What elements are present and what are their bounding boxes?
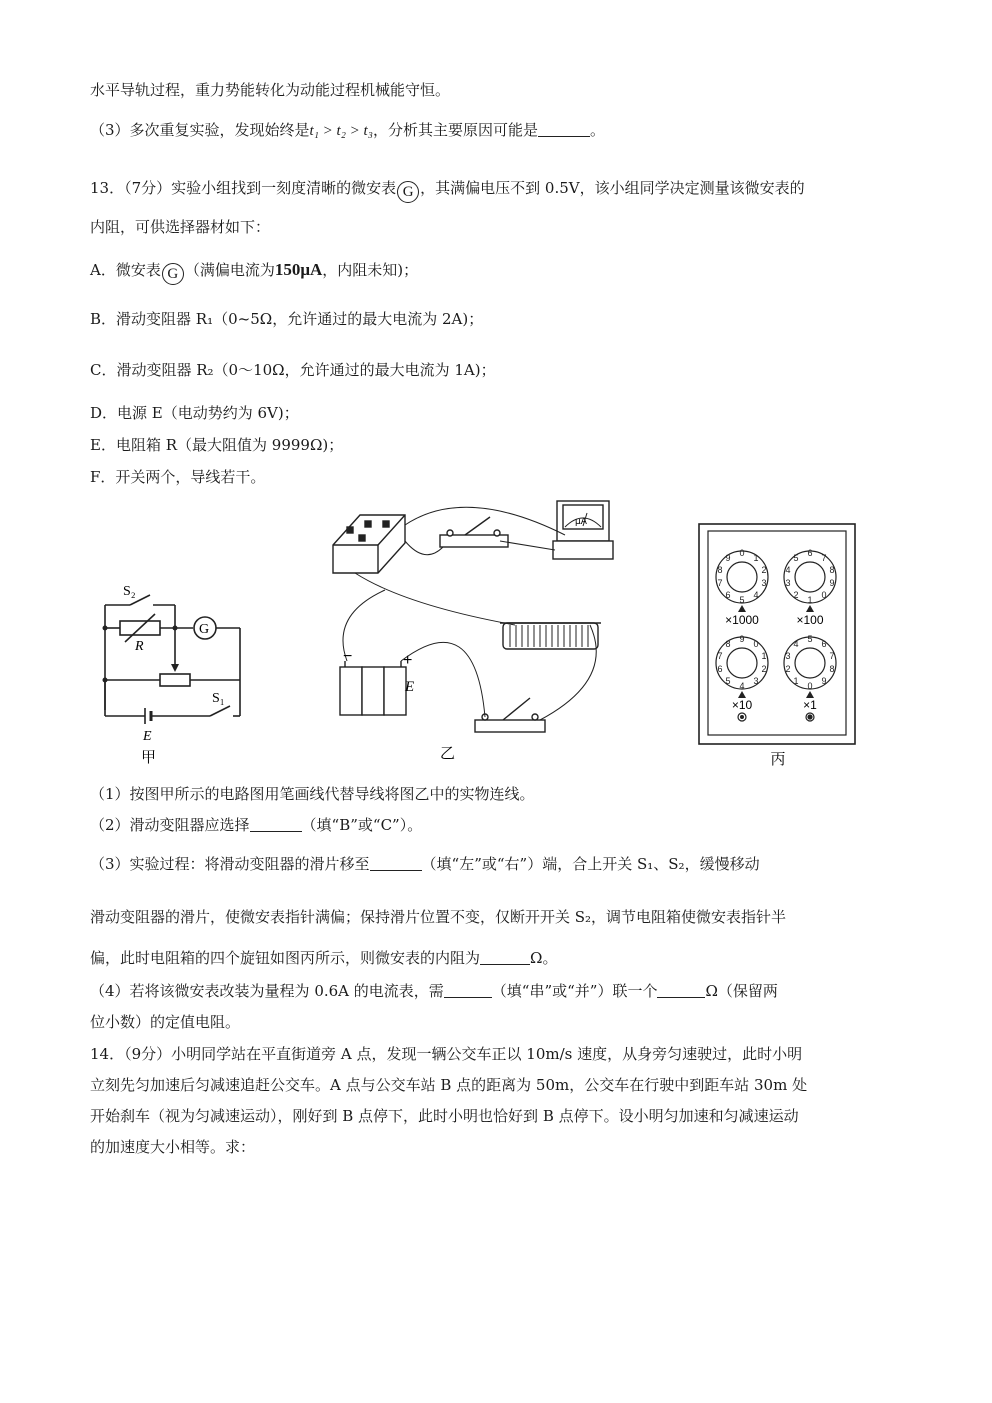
svg-text:7: 7 (717, 651, 723, 661)
svg-text:8: 8 (829, 664, 835, 674)
galvanometer-icon: G (162, 263, 184, 285)
option-c: C．滑动变阻器 R₂（0～10Ω，允许通过的最大电流为 1A)； (90, 361, 496, 379)
svg-text:1: 1 (761, 651, 767, 661)
label-s2: S₂ (123, 584, 136, 599)
answer-blank (250, 815, 302, 832)
svg-text:6: 6 (725, 590, 731, 600)
question-1: （1）按图甲所示的电路图用笔画线代替导线将图乙中的实物连线。 (90, 785, 535, 803)
meter-label: μA (575, 517, 587, 527)
option-b: B．滑动变阻器 R₁（0~5Ω，允许通过的最大电流为 2A)； (90, 310, 484, 328)
dial-label-10: ×10 (731, 698, 753, 712)
svg-text:3: 3 (785, 578, 791, 588)
dial-label-100: ×100 (796, 613, 824, 627)
q14-line-1: 14．（9分）小明同学站在平直街道旁 A 点，发现一辆公交车正以 10m/s 速度，从身旁匀速驶过，此时小明 (90, 1045, 803, 1063)
svg-text:0: 0 (807, 681, 813, 691)
q14-line-2: 立刻先匀加速后匀减速追赶公交车。A 点与公交车站 B 点的距离为 50m，公交车在行驶中到距车站 30m 处 (90, 1076, 808, 1094)
question-4-cont: 位小数）的定值电阻。 (90, 1013, 241, 1031)
svg-text:8: 8 (717, 565, 723, 575)
option-f: F．开关两个，导线若干。 (90, 468, 266, 486)
svg-text:+: + (403, 652, 413, 669)
svg-text:5: 5 (807, 634, 813, 644)
question-2: （2）滑动变阻器应选择 （填“B”或“C”）。 (90, 816, 423, 834)
caption-bing: 丙 (770, 750, 786, 768)
question-3: （3）实验过程：将滑动变阻器的滑片移至 （填“左”或“右”）端，合上开关 S₁、S₂，缓慢移动 (90, 855, 760, 873)
question-3-cont: 滑动变阻器的滑片，使微安表指针满偏；保持滑片位置不变，仅断开开关 S₂，调节电阻箱使微安表指针半 (90, 908, 787, 926)
dial-label-1: ×1 (803, 698, 817, 712)
answer-blank (538, 120, 590, 137)
svg-text:4: 4 (753, 590, 759, 600)
svg-text:1: 1 (753, 553, 759, 563)
answer-blank (480, 948, 530, 965)
svg-text:0: 0 (821, 590, 827, 600)
label-e: E (405, 679, 415, 695)
q14-line-4: 的加速度大小相等。求： (90, 1138, 256, 1156)
dial-label-1000: ×1000 (725, 613, 759, 627)
svg-text:1: 1 (807, 595, 813, 605)
text-line-1: 水平导轨过程，重力势能转化为动能过程机械能守恒。 (90, 81, 451, 99)
svg-text:2: 2 (761, 664, 767, 674)
time-inequality: t₁ > t₂ > t₃ (309, 123, 373, 139)
question-3-cont-2: 偏，此时电阻箱的四个旋钮如图丙所示，则微安表的内阻为 Ω。 (90, 949, 558, 967)
svg-text:5: 5 (739, 595, 745, 605)
svg-text:4: 4 (785, 565, 791, 575)
svg-text:−: − (343, 648, 353, 665)
svg-text:1: 1 (793, 676, 799, 686)
slider-arrow (171, 664, 179, 672)
caption-yi: 乙 (440, 744, 456, 762)
svg-text:5: 5 (793, 553, 799, 563)
svg-text:2: 2 (793, 590, 799, 600)
caption-jia: 甲 (141, 748, 157, 766)
label-r: R (135, 639, 144, 654)
svg-text:5: 5 (725, 676, 731, 686)
figure-jia-circuit (95, 580, 255, 770)
svg-text:9: 9 (821, 676, 827, 686)
svg-text:7: 7 (717, 578, 723, 588)
answer-blank (444, 981, 492, 998)
label-e: E (143, 729, 152, 744)
galvanometer-icon: G (397, 181, 419, 203)
answer-blank (657, 981, 705, 998)
svg-text:9: 9 (725, 553, 731, 563)
q13-intro-line: 13．（7分）实验小组找到一刻度清晰的微安表 G ，其满偏电压不到 0.5V，该小组同学决定测量该微安表的 (90, 177, 805, 203)
text-line-2: （3）多次重复实验，发现始终是t₁ > t₂ > t₃，分析其主要原因可能是 。 (90, 121, 605, 139)
svg-text:2: 2 (761, 565, 767, 575)
q13-intro-line-2: 内阻，可供选择器材如下： (90, 218, 271, 236)
svg-text:9: 9 (739, 634, 745, 644)
svg-text:6: 6 (717, 664, 723, 674)
svg-text:6: 6 (821, 639, 827, 649)
answer-blank (370, 854, 422, 871)
svg-text:4: 4 (739, 681, 745, 691)
svg-text:3: 3 (753, 676, 759, 686)
option-e: E．电阻箱 R（最大阻值为 9999Ω)； (90, 436, 344, 454)
svg-text:3: 3 (785, 651, 791, 661)
label-g: G (199, 622, 210, 637)
option-d: D．电源 E（电动势约为 6V)； (90, 404, 299, 422)
svg-text:0: 0 (753, 639, 759, 649)
svg-text:7: 7 (829, 651, 835, 661)
option-a: A．微安表 G （满偏电流为150μA，内阻未知)； (90, 259, 418, 285)
figure-yi-apparatus (325, 495, 620, 770)
svg-text:7: 7 (821, 553, 827, 563)
svg-text:2: 2 (785, 664, 791, 674)
svg-text:6: 6 (807, 548, 813, 558)
svg-text:8: 8 (725, 639, 731, 649)
question-4: （4）若将该微安表改装为量程为 0.6A 的电流表，需 （填“串”或“并”）联一个 Ω（保留两 (90, 982, 778, 1000)
svg-text:4: 4 (793, 639, 799, 649)
q14-line-3: 开始刹车（视为匀减速运动），刚好到 B 点停下，此时小明也恰好到 B 点停下。设小明匀加速和匀减速运动 (90, 1107, 799, 1125)
label-s1: S₁ (212, 691, 225, 706)
svg-text:3: 3 (761, 578, 767, 588)
svg-text:0: 0 (739, 548, 745, 558)
figure-bing-resistance-box (698, 523, 858, 771)
svg-text:8: 8 (829, 565, 835, 575)
svg-text:9: 9 (829, 578, 835, 588)
